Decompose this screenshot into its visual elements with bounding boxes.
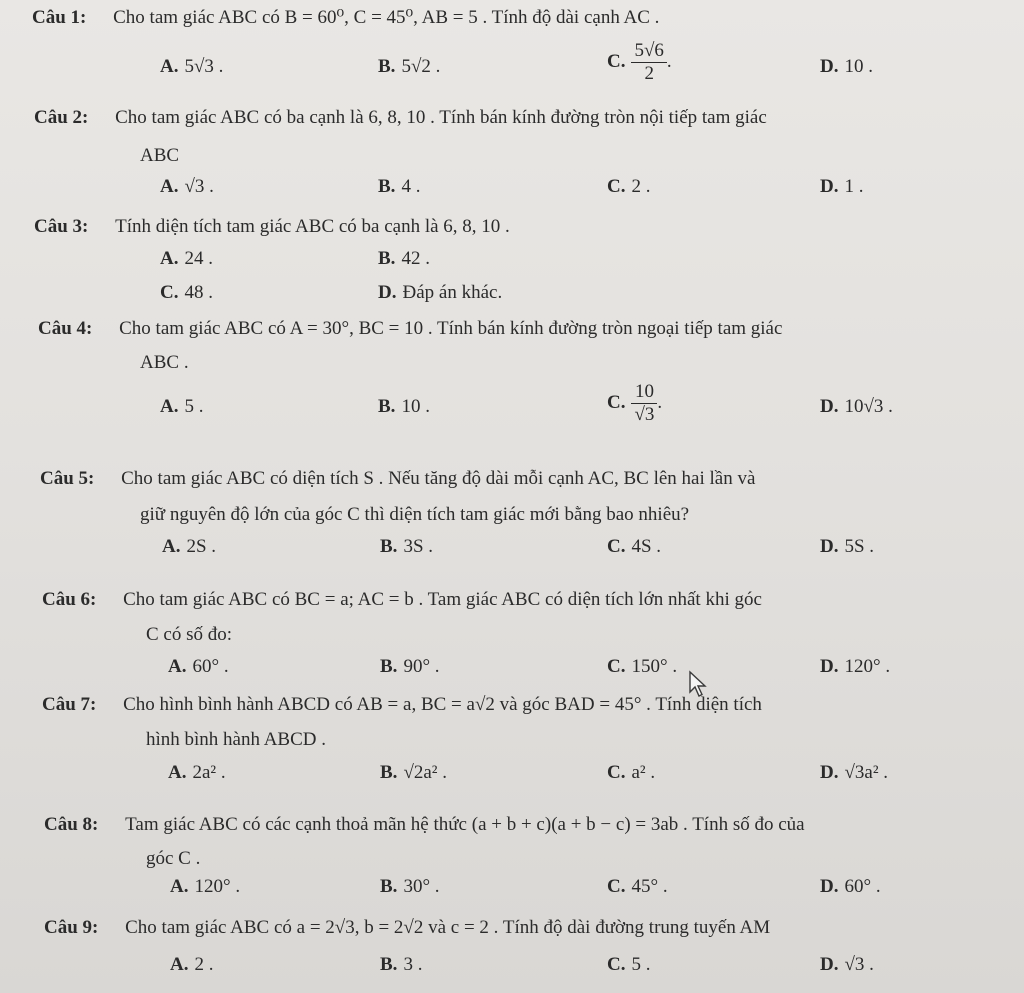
question-2-option-b: B. 4 . [378,176,421,197]
question-5-text [40,468,755,490]
question-4-option-d: D. 10√3 . [820,396,893,417]
question-9-text [44,917,770,939]
question-7-option-c: C. a² . [607,762,656,783]
question-line: Cho tam giác ABC có ba cạnh là 6, 8, 10 . Tính bán kính đường tròn nội tiếp tam giác [115,107,767,128]
question-label: Câu 7: [42,694,97,715]
question-7-line-2: hình bình hành ABCD . [146,729,326,750]
question-line: Cho hình bình hành ABCD có AB = a, BC = a√2 và góc BAD = 45° . Tính diện tích [123,694,762,715]
question-line: Cho tam giác ABC có diện tích S . Nếu tăng độ dài mỗi cạnh AC, BC lên hai lần và [121,468,756,489]
question-5-line-2: giữ nguyên độ lớn của góc C thì diện tích tam giác mới bằng bao nhiêu? [140,504,690,525]
question-8-line-2: góc C . [146,848,201,869]
fraction: $\frac{5√6}{2}$ [631,40,666,85]
question-8-option-d: D. 60° . [820,876,881,897]
question-label: Câu 6: [42,589,97,610]
question-5-option-a: A. 2S . [162,536,217,557]
question-6-line-2: C có số đo: [146,624,233,645]
question-line: Cho tam giác ABC có a = 2√3, b = 2√2 và c = 2 . Tính độ dài đường trung tuyến AM [125,917,771,938]
question-6-option-c: C. 150° . [607,656,678,677]
question-4-option-c: C. $\frac{10}{√3}$ . [607,381,663,425]
question-5-option-b: B. 3S . [380,536,434,557]
question-6-option-b: B. 90° . [380,656,440,677]
question-3-text [34,216,510,238]
question-label: Câu 4: [38,318,93,339]
question-6-text [42,589,762,611]
question-9-option-c: C. 5 . [607,954,651,975]
question-line: Cho tam giác ABC có B = 60⁰, C = 45⁰, AB = 5 . Tính độ dài cạnh AC . [113,7,660,28]
question-7-option-a: A. 2a² . [168,762,226,783]
question-3-option-a: A. 24 . [160,248,213,269]
question-1-option-a: A. 5√3 . [160,56,224,77]
question-1-option-b: B. 5√2 . [378,56,441,77]
question-label: Câu 5: [40,468,95,489]
question-8-text [44,814,805,836]
question-line: Cho tam giác ABC có A = 30°, BC = 10 . Tính bán kính đường tròn ngoại tiếp tam giác [119,318,783,339]
question-5-option-c: C. 4S . [607,536,662,557]
question-3-option-c: C. 48 . [160,282,213,303]
question-label: Câu 9: [44,917,99,938]
question-8-option-a: A. 120° . [170,876,241,897]
question-8-option-b: B. 30° . [380,876,440,897]
question-5-option-d: D. 5S . [820,536,875,557]
question-4-option-a: A. 5 . [160,396,204,417]
question-4-option-b: B. 10 . [378,396,430,417]
question-9-option-b: B. 3 . [380,954,423,975]
question-6-option-a: A. 60° . [168,656,229,677]
question-2-option-d: D. 1 . [820,176,864,197]
question-6-option-d: D. 120° . [820,656,891,677]
question-line: Tam giác ABC có các cạnh thoả mãn hệ thức (a + b + c)(a + b − c) = 3ab . Tính số đo của [125,814,805,835]
question-label: Câu 2: [34,107,89,128]
question-2-option-c: C. 2 . [607,176,651,197]
question-8-option-c: C. 45° . [607,876,668,897]
question-4-line-2: ABC . [140,352,189,373]
question-2-option-a: A. √3 . [160,176,214,197]
question-7-option-b: B. √2a² . [380,762,447,783]
question-label: Câu 3: [34,216,89,237]
question-1-text [32,6,659,29]
question-line: Cho tam giác ABC có BC = a; AC = b . Tam giác ABC có diện tích lớn nhất khi góc [123,589,762,610]
question-7-text [42,694,762,716]
question-label: Câu 8: [44,814,99,835]
question-4-text [38,318,782,340]
question-label: Câu 1: [32,7,87,28]
question-3-option-b: B. 42 . [378,248,430,269]
question-3-option-d: D. Đáp án khác. [378,282,503,303]
question-9-option-d: D. √3 . [820,954,874,975]
question-1-option-d: D. 10 . [820,56,873,77]
question-2-line-2: ABC [140,145,180,166]
question-line: Tính diện tích tam giác ABC có ba cạnh là 6, 8, 10 . [115,216,510,237]
question-9-option-a: A. 2 . [170,954,214,975]
question-7-option-d: D. √3a² . [820,762,889,783]
question-2-text [34,107,767,129]
question-1-option-c: C. $\frac{5√6}{2}$ . [607,40,672,84]
fraction: $\frac{10}{√3}$ [631,381,657,426]
